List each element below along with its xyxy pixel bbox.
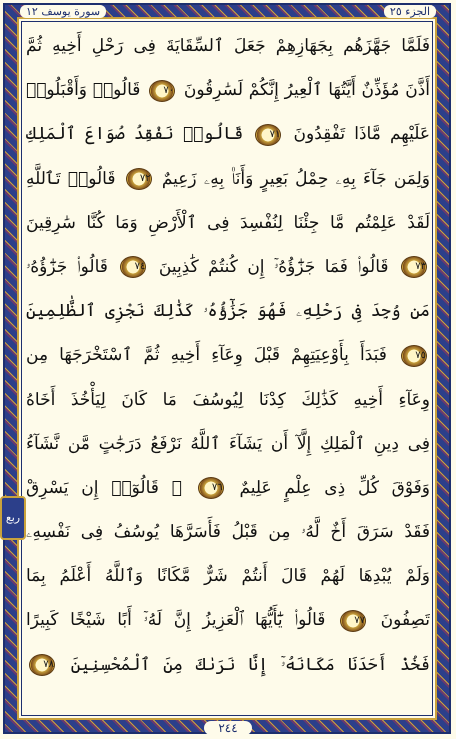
text-line <box>26 466 430 510</box>
text-line <box>26 598 430 642</box>
verse-text: فَبَدَأَ بِأَوْعِيَتِهِمْ قَبْلَ وِعَآءِ أَخِيهِ ثُمَّ ٱسْتَخْرَجَهَا مِن <box>26 345 387 366</box>
ayah-number-marker: ٧٤ <box>120 256 146 278</box>
verse-text: فَلَمَّا جَهَّزَهُم بِجَهَازِهِمْ جَعَلَ ٱلسِّقَايَةَ فِى رَحْلِ أَخِيهِ ثُمَّ <box>26 36 430 56</box>
text-line <box>26 378 430 422</box>
text-line <box>26 422 430 466</box>
verse-text: فَقَدْ سَرَقَ أَخٌ لَّهُۥ مِن قَبْلُ فَأَسَرَّهَا يُوسُفُ فِى نَفْسِهِۦ <box>26 522 430 543</box>
quran-text <box>26 24 430 688</box>
ayah-number-marker: ٧٠ <box>149 80 175 102</box>
text-line <box>26 554 430 598</box>
verse-text: قَالُوا۟ نَفْقِدُ صُوَاعَ ٱلْمَلِكِ <box>26 124 244 145</box>
verse-text: قَالُوا۟ فَمَا جَزَٰٓؤُهُۥٓ إِن كُنتُمْ كَٰذِبِينَ <box>158 256 389 277</box>
text-line <box>26 157 430 201</box>
text-line <box>26 112 430 156</box>
text-line <box>26 68 430 112</box>
verse-text: قَالُوا۟ يَٰٓأَيُّهَا ٱلْعَزِيزُ إِنَّ لَهُۥٓ أَبًا شَيْخًا كَبِيرًا <box>26 610 326 631</box>
text-line <box>26 245 430 289</box>
ayah-number-marker: ٧٢ <box>126 168 152 190</box>
verse-text: فِى دِينِ ٱلْمَلِكِ إِلَّآ أَن يَشَآءَ ٱللَّهُ نَرْفَعُ دَرَجَٰتٍ مَّن نَّشَآءُ <box>26 433 430 454</box>
text-line <box>26 201 430 245</box>
ayah-number-marker: ٧٥ <box>401 345 427 367</box>
ayah-number-marker: ٧٦ <box>198 477 224 499</box>
juz-label: الجزء ٢٥ <box>384 5 436 18</box>
verse-text: أَذَّنَ مُؤَذِّنٌ أَيَّتُهَا ٱلْعِيرُ إِنَّكُمْ لَسَٰرِقُونَ <box>183 80 430 101</box>
ayah-number-marker: ٧٧ <box>340 610 366 632</box>
text-line <box>26 510 430 554</box>
ayah-number-marker: ٧٣ <box>401 256 427 278</box>
verse-text: وَلَمْ يُبْدِهَا لَهُمْ قَالَ أَنتُمْ شَرٌّ مَّكَانًا وَٱللَّهُ أَعْلَمُ بِمَا <box>26 566 430 587</box>
verse-text: لَقَدْ عَلِمْتُم مَّا جِئْنَا لِنُفْسِدَ فِى ٱلْأَرْضِ وَمَا كُنَّا سَٰرِقِينَ <box>26 212 430 233</box>
verse-text: وَفَوْقَ كُلِّ ذِى عِلْمٍ عَلِيمٌ <box>239 477 430 498</box>
hizb-marker: ربع <box>0 496 26 540</box>
verse-text: تَصِفُونَ <box>380 610 430 631</box>
verse-text: وَلِمَن جَآءَ بِهِۦ حِمْلُ بَعِيرٍ وَأَنَا۠ بِهِۦ زَعِيمٌ <box>161 168 430 189</box>
verse-text: قَالُوا۟ جَزَٰٓؤُهُۥ <box>26 256 108 277</box>
ayah-number-marker: ٧١ <box>255 124 281 146</box>
page-header <box>20 2 436 20</box>
verse-text: مَن وُجِدَ فِى رَحْلِهِۦ فَهُوَ جَزَٰٓؤُهُۥ كَذَٰلِكَ نَجْزِى ٱلظَّٰلِمِينَ <box>26 301 430 322</box>
text-line <box>26 24 430 68</box>
verse-text: فَخُذْ أَحَدَنَا مَكَانَهُۥٓ إِنَّا نَرَىٰكَ مِنَ ٱلْمُحْسِنِينَ <box>70 654 430 675</box>
verse-text: ۞ قَالُوٓا۟ إِن يَسْرِقْ <box>26 477 182 498</box>
page-number-label: ٢٤٤ <box>204 721 251 735</box>
verse-text: قَالُوا۟ تَٱللَّهِ <box>26 168 116 189</box>
text-line <box>26 289 430 333</box>
ayah-number-marker: ٧٨ <box>29 654 55 676</box>
text-line <box>26 643 430 687</box>
page-number <box>0 717 456 735</box>
verse-text: عَلَيْهِم مَّاذَا تَفْقِدُونَ <box>293 124 430 145</box>
verse-text: قَالُوا۟ وَأَقْبَلُوا۟ <box>26 80 141 101</box>
verse-text: وِعَآءِ أَخِيهِ كَذَٰلِكَ كِدْنَا لِيُوسُفَ مَا كَانَ لِيَأْخُذَ أَخَاهُ <box>26 389 430 410</box>
text-line <box>26 333 430 377</box>
surah-label: سورة يوسف ١٢ <box>20 5 106 18</box>
